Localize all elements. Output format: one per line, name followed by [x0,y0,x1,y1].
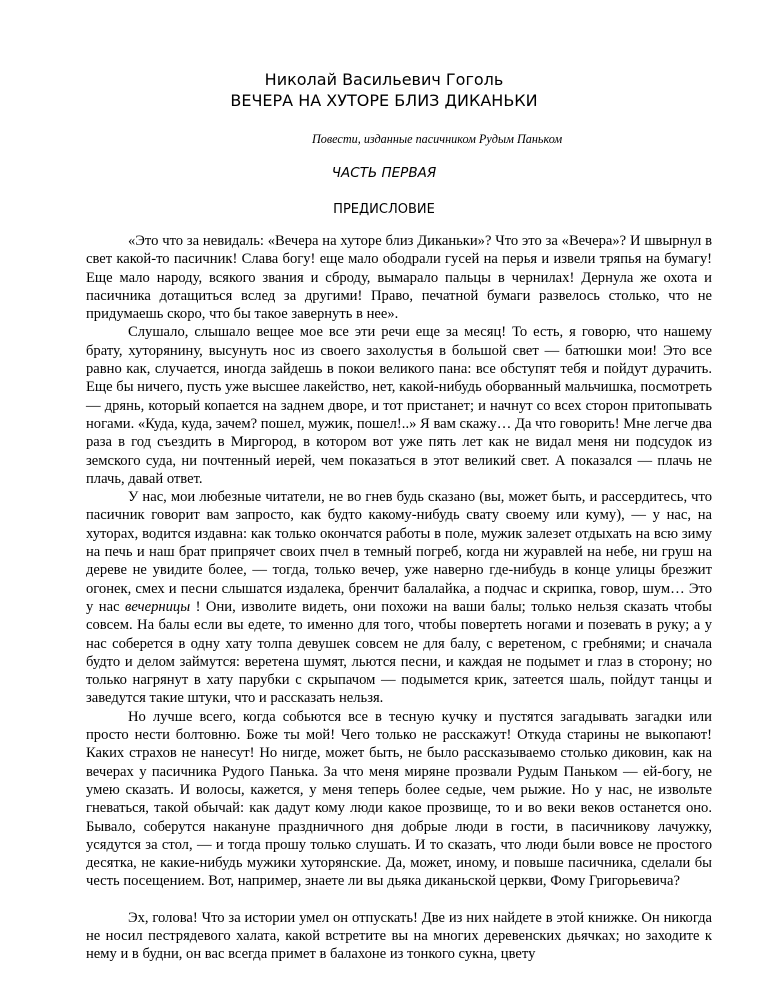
emphasis-vechernitsy: вечерницы [125,598,191,615]
paragraph-1: «Это что за невидаль: «Вечера на хуторе близ Диканьки»? Что это за «Вечера»? И швырнул в свет какой-то пасичник! Слава богу! еще мало ободрали гусей на перья и извели тряпья на бумагу! Еще мало народу, всякого звания и сброду, вымарало пальцы в чернилах! Дернула же охота и пасичника дотащиться вслед за другими! Право, печатной бумаги развелось столько, что не придумаешь скоро, что бы такое завернуть в нее». [86,233,712,323]
paragraph-3 [86,488,712,708]
paragraph-4: Но лучше всего, когда собьются все в тесную кучку и пустятся загадывать загадки или просто нести болтовню. Боже ты мой! Чего только не расскажут! Откуда старины не выкопают! Каких страхов не нанесут! Но нигде, может быть, не было рассказываемо столько диковин, как на вечерах у пасичника Рудого Панька. За что меня миряне прозвали Рудым Паньком — ей-богу, не умею сказать. И волосы, кажется, у меня теперь более седые, чем рыжие. Но у нас, не извольте гневаться, такой обычай: как дадут кому люди какое прозвище, то и во веки веков останется оно. Бывало, соберутся накануне праздничного дня добрые люди в гости, в пасичникову лачужку, усядутся за стол, — и тогда прошу только слушать. И то сказать, что люди были вовсе не простого десятка, не какие-нибудь мужики хуторянские. Да, может, иному, и повыше пасичника, сделали бы честь посещением. Вот, например, знаете ли вы дьяка диканьской церкви, Фому Григорьевича? [86,708,712,890]
paragraph-3-part-a: У нас, мои любезные читатели, не во гнев будь сказано (вы, может быть, и рассердитесь, что пасичник говорит вам запросто, как будто какому-нибудь свату своему или куму), — у нас, на хуторах, водится издавна: как только окончатся работы в поле, мужик залезет отдыхать на всю зиму на печь и наш брат припрячет своих пчел в темный погреб, когда ни журавлей на небе, ни груш на дереве не увидите более, — тогда, только вечер, уже наверно где-нибудь в конце улицы брезжит огонек, смех и песни слышатся издалека, бренчит балалайка, а подчас и скрипка, говор, шум… Это у нас [86,489,712,615]
paragraph-5: Эх, голова! Что за истории умел он отпускать! Две из них найдете в этой книжке. Он никогда не носил пестрядевого халата, какой встретите вы на многих деревенских дьячках; но заходите к нему и в будни, он вас всегда примет в балахоне из тонкого сукна, цвету [86,909,712,963]
part-heading: ЧАСТЬ ПЕРВАЯ [331,165,437,181]
section-heading: ПРЕДИСЛОВИЕ [333,202,435,217]
paragraph-3-part-b: ! Они, изволите видеть, они похожи на ваши балы; только нельзя сказать чтобы совсем. На балы если вы едете, то именно для того, чтобы повертеть ногами и позевать в руку; а у нас соберется в одну хату толпа девушек совсем не для балу, с веретеном, с гребнями; и сначала будто и делом займутся: веретена шумят, льются песни, и каждая не подымет и глаз в сторону; но только нагрянут в хату парубки с скрыпачом — подымется крик, затеется шаль, пойдут танцы и заведутся такие штуки, что и рассказать нельзя. [86,598,712,707]
book-title: ВЕЧЕРА НА ХУТОРЕ БЛИЗ ДИКАНЬКИ [230,91,538,110]
book-subtitle: Повести, изданные пасичником Рудым Паньком [312,132,563,146]
author-name: Николай Васильевич Гоголь [264,70,504,89]
body-text [86,232,712,964]
paragraph-2: Слушало, слышало вещее мое все эти речи еще за месяц! То есть, я говорю, что нашему брату, хуторянину, высунуть нос из своего захолустья в большой свет — батюшки мои! Это все равно как, случается, иногда зайдешь в покои великого пана: все обступят тебя и пойдут дурачить. Еще бы ничего, пусть уже высшее лакейство, нет, какой-нибудь оборванный мальчишка, посмотреть — дрянь, который копается на заднем дворе, и тот пристанет; и начнут со всех сторон притопывать ногами. «Куда, куда, зачем? пошел, мужик, пошел!..» Я вам скажу… Да что говорить! Мне легче два раза в год съездить в Миргород, в котором вот уже пять лет как не видал меня ни подсудок из земского суда, ни почтенный иерей, чем показаться в этот великий свет. А показался — плачь не плачь, давай ответ. [86,324,712,487]
